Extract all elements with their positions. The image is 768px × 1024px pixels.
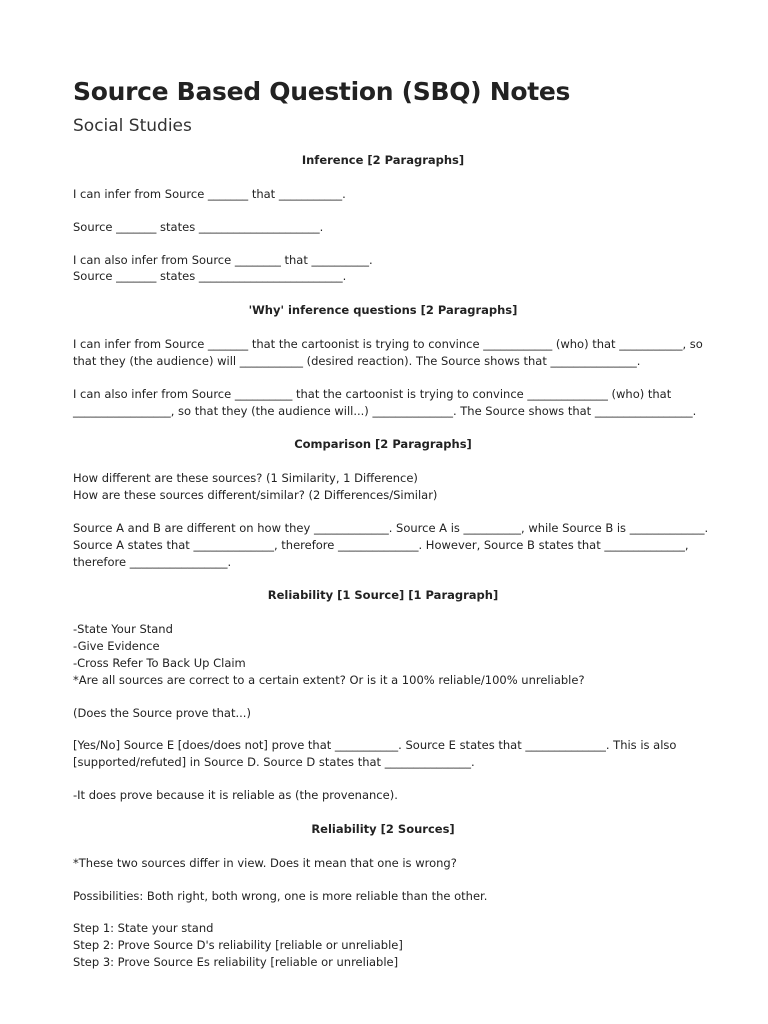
text-line: *These two sources differ in view. Does it mean that one is wrong?	[73, 855, 457, 870]
reliability-one-paragraph	[73, 737, 693, 771]
text-line: [supported/refuted] in Source D. Source D states that _______________.	[73, 755, 475, 770]
comparison-paragraph-2	[73, 520, 709, 570]
text-line: -Cross Refer To Back Up Claim	[73, 655, 246, 670]
text-line: Source A states that ______________, therefore ______________. However, Source B states that ______________,	[73, 537, 689, 552]
comparison-paragraph-1	[73, 470, 693, 504]
text-line: therefore _________________.	[73, 554, 232, 569]
text-line: Step 2: Prove Source D's reliability [reliable or unreliable]	[73, 938, 403, 953]
text-line: -State Your Stand	[73, 622, 173, 637]
why-paragraph-2	[73, 386, 697, 420]
section-heading-comparison: Comparison [2 Paragraphs]	[294, 437, 472, 452]
reliability-two-steps	[73, 920, 693, 970]
text-line: Source _______ states _________________________.	[73, 269, 347, 284]
text-line: [Yes/No] Source E [does/does not] prove that ___________. Source E states that ______________. This is also	[73, 738, 677, 753]
text-line: I can infer from Source _______ that the cartoonist is trying to convince ____________ (who) that ___________, so	[73, 337, 703, 352]
inference-paragraph-3	[73, 252, 693, 286]
reliability-one-provenance	[73, 787, 693, 804]
reliability-two-question	[73, 855, 693, 872]
text-line: How are these sources different/similar? (2 Differences/Similar)	[73, 488, 438, 503]
text-line: Step 1: State your stand	[73, 921, 214, 936]
text-line: _________________, so that they (the audience will...) ______________. The Source shows that _________________.	[73, 403, 697, 418]
document-subtitle: Social Studies	[73, 116, 192, 136]
text-line: (Does the Source prove that...)	[73, 705, 251, 720]
section-heading-inference: Inference [2 Paragraphs]	[301, 153, 465, 167]
text-line: How different are these sources? (1 Similarity, 1 Difference)	[73, 471, 418, 486]
reliability-one-list	[73, 621, 693, 688]
section-heading-reliability-two-sources: Reliability [2 Sources]	[311, 821, 455, 836]
reliability-one-prompt	[73, 705, 693, 722]
document-title: Source Based Question (SBQ) Notes	[73, 77, 571, 106]
inference-paragraph-2	[73, 219, 693, 236]
text-line: Source _______ states _____________________.	[73, 219, 324, 234]
text-line: -It does prove because it is reliable as (the provenance).	[73, 787, 398, 802]
why-paragraph-1	[73, 336, 703, 370]
section-heading-why-inference: 'Why' inference questions [2 Paragraphs]	[248, 303, 518, 318]
inference-paragraph-1	[73, 186, 693, 203]
document-page	[73, 74, 709, 971]
text-line: Source A and B are different on how they _____________. Source A is __________, while Source B is _____________.	[73, 520, 709, 535]
section-heading-reliability-one-source: Reliability [1 Source] [1 Paragraph]	[267, 588, 499, 603]
text-line: *Are all sources are correct to a certain extent? Or is it a 100% reliable/100% unreliable?	[73, 672, 585, 687]
text-line: -Give Evidence	[73, 639, 160, 654]
text-line: that they (the audience) will ___________ (desired reaction). The Source shows that _______________.	[73, 353, 641, 368]
text-line: I can also infer from Source __________ that the cartoonist is trying to convince ______________ (who) that	[73, 386, 672, 401]
text-line: Possibilities: Both right, both wrong, one is more reliable than the other.	[73, 888, 488, 903]
reliability-two-possibilities	[73, 888, 693, 905]
text-line: I can also infer from Source ________ that __________.	[73, 252, 373, 267]
text-line: I can infer from Source _______ that ___________.	[73, 187, 346, 201]
text-line: Step 3: Prove Source Es reliability [reliable or unreliable]	[73, 954, 399, 969]
